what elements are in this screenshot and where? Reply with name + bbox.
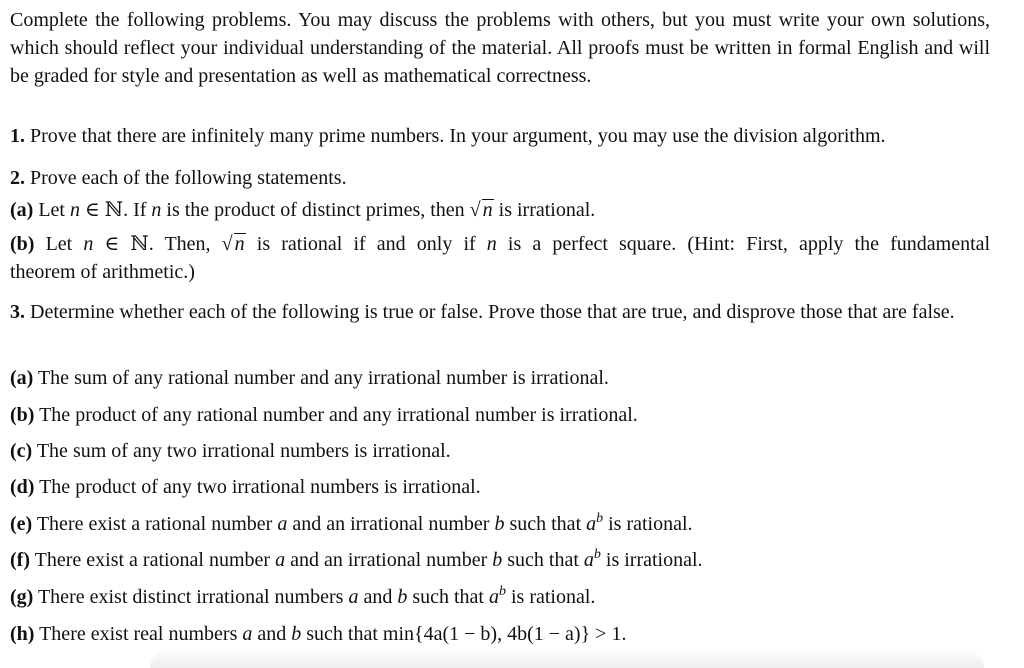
var-b: b (397, 586, 408, 608)
problem-3g (10, 583, 595, 611)
problem-3f-text-3: such that (507, 549, 579, 571)
problem-3e-text-4: is rational. (608, 513, 693, 535)
problem-3g-text-4: is rational. (510, 586, 596, 608)
problem-3f-text-2: and an irrational number (290, 549, 488, 571)
problem-3a-label: (a) (10, 367, 34, 389)
problem-3e-text-2: and an irrational number (292, 513, 490, 535)
problem-3e-text-1: There exist a rational number (36, 513, 273, 535)
var-a: a (275, 549, 286, 571)
var-b: b (494, 513, 505, 535)
problem-2b-label: (b) (10, 233, 35, 255)
problem-2b-line-2: theorem of arithmetic.) (10, 261, 195, 283)
problem-3-text: Determine whether each of the following is true or false. Prove those that are true, and disprove those that are false. (30, 301, 955, 323)
problem-3b-label: (b) (10, 404, 35, 426)
problem-3d (10, 473, 481, 501)
problem-2b (10, 230, 990, 286)
problem-3d-text: The product of any two irrational numbers is irrational. (39, 476, 481, 498)
problem-3f-text-4: is irrational. (605, 549, 703, 571)
var-n: n (151, 199, 162, 221)
problem-2b-text-2: is rational if and only if (256, 233, 476, 255)
problem-3a-text: The sum of any rational number and any irrational number is irrational. (37, 367, 609, 389)
problem-2-number: 2. (10, 167, 25, 189)
problem-2b-in: ∈ ℕ. Then, (104, 233, 211, 255)
problem-3g-label: (g) (10, 586, 34, 608)
problem-3e (10, 510, 693, 538)
problem-1-number: 1. (10, 125, 25, 147)
problem-3g-text-2: and (363, 586, 393, 608)
var-n: n (486, 233, 497, 255)
problem-2a (10, 196, 595, 224)
var-b: b (492, 549, 503, 571)
problem-3c-label: (c) (10, 440, 33, 462)
problem-3a (10, 364, 609, 392)
problem-3-number: 3. (10, 301, 25, 323)
problem-3h-text-1: There exist real numbers (39, 623, 238, 645)
page-shadow (150, 650, 984, 668)
sqrt-n: √ n (469, 199, 493, 221)
problem-3h-text-2: and (257, 623, 287, 645)
problem-3f-label: (f) (10, 549, 30, 571)
problem-1 (10, 122, 886, 150)
var-a: a (277, 513, 288, 535)
problem-2a-text-3: is irrational. (498, 199, 596, 221)
problem-2b-text-3: is a perfect square. (Hint: First, apply the fundamental (507, 233, 991, 255)
intro-paragraph: Complete the following problems. You may discuss the problems with others, but you must write your own solutions, which should reflect your individual understanding of the material. All proofs must be written in formal English and will be graded for style and presentation as well as mathematical correctness. (10, 9, 990, 87)
problem-2b-line-1 (10, 230, 990, 258)
problem-3b (10, 401, 638, 429)
var-a: a (348, 586, 359, 608)
problem-2b-text-1: Let (45, 233, 73, 255)
problem-3c-text: The sum of any two irrational numbers is irrational. (36, 440, 451, 462)
problem-3 (10, 298, 990, 326)
problem-2-text: Prove each of the following statements. (30, 167, 347, 189)
problem-3e-label: (e) (10, 513, 33, 535)
var-a: a (242, 623, 253, 645)
var-b: b (291, 623, 302, 645)
problem-3e-text-3: such that (509, 513, 582, 535)
problem-2 (10, 164, 347, 192)
problem-3g-text-3: such that (412, 586, 484, 608)
problem-3h (10, 620, 626, 648)
problem-2a-label: (a) (10, 199, 34, 221)
min-expression: min{4a(1 − b), 4b(1 − a)} > 1. (382, 623, 627, 645)
problem-3f-text-1: There exist a rational number (34, 549, 271, 571)
problem-3h-label: (h) (10, 623, 35, 645)
problem-3h-text-3: such that (306, 623, 378, 645)
problem-3g-text-1: There exist distinct irrational numbers (37, 586, 344, 608)
problem-2a-in: ∈ ℕ. If (84, 199, 147, 221)
power-a-b: $a^b$ (586, 511, 604, 535)
var-n: n (69, 199, 80, 221)
problem-2a-text-1: Let (38, 199, 65, 221)
sqrt-n: √ n (221, 233, 245, 255)
problem-1-text: Prove that there are infinitely many prime numbers. In your argument, you may use the division algorithm. (30, 125, 886, 147)
problem-3d-label: (d) (10, 476, 35, 498)
problem-3b-text: The product of any rational number and any irrational number is irrational. (39, 404, 638, 426)
problem-2a-text-2: is the product of distinct primes, then (166, 199, 465, 221)
problem-3c (10, 437, 451, 465)
var-n: n (83, 233, 94, 255)
problem-3f (10, 546, 703, 574)
power-a-b: $a^b$ (488, 584, 506, 608)
power-a-b: $a^b$ (583, 547, 601, 571)
